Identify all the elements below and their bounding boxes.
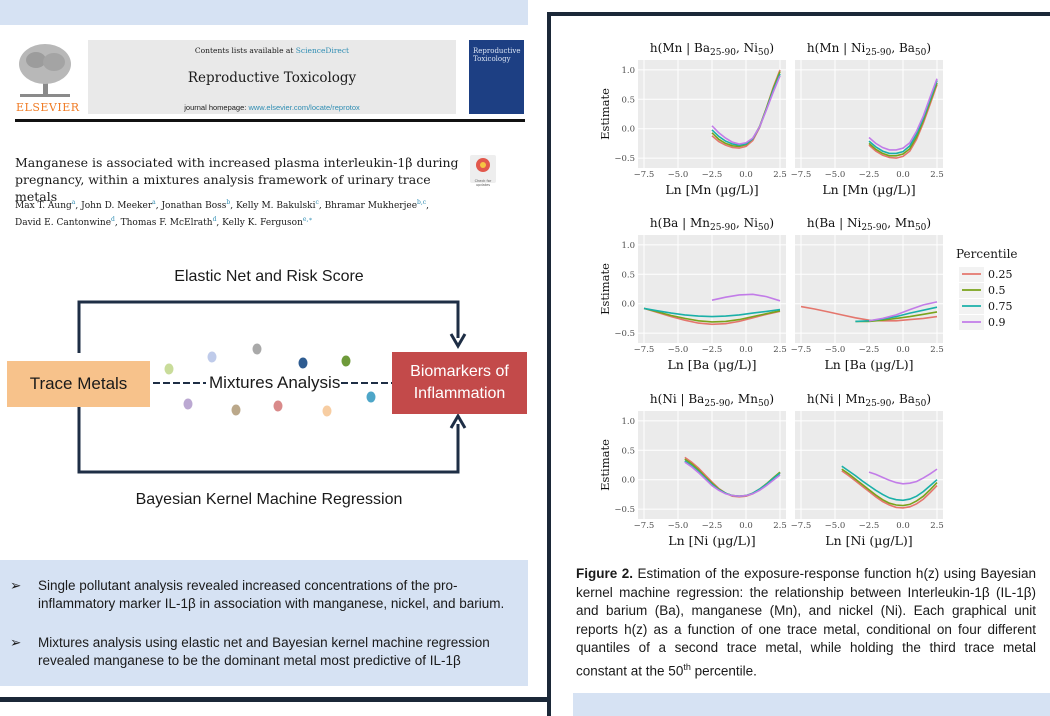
bkmr-chart bbox=[551, 16, 1050, 556]
mixture-dot bbox=[184, 399, 193, 410]
mixture-dot bbox=[253, 344, 262, 355]
x-tick-label: −5.0 bbox=[824, 521, 846, 531]
biomarkers-box bbox=[392, 352, 527, 414]
x-tick-label: −7.5 bbox=[790, 345, 812, 355]
chart-panel bbox=[791, 41, 944, 197]
chart-panel bbox=[614, 216, 786, 372]
figure-caption bbox=[576, 565, 1036, 681]
mixture-dot bbox=[165, 364, 174, 375]
y-tick-label: −0.5 bbox=[614, 329, 635, 340]
mixture-dot bbox=[367, 392, 376, 403]
paper-title: Manganese is associated with increased plasma interleukin-1β during pregnancy, within a mixtures analysis framework of urinary trace metals bbox=[15, 155, 459, 204]
journal-name: Reproductive Toxicology bbox=[187, 70, 357, 86]
x-axis-label: Ln [Ni (µg/L)] bbox=[668, 533, 756, 548]
author: Jonathan Boss$^b$, bbox=[161, 199, 236, 211]
x-tick-label: −2.5 bbox=[858, 521, 880, 531]
y-tick-label: 1.0 bbox=[621, 65, 635, 76]
x-tick-label: 2.5 bbox=[773, 345, 787, 355]
y-axis-label: Estimate bbox=[598, 263, 612, 315]
highlight-text: Mixtures analysis using elastic net and Bayesian kernel machine regression revealed manganese to be the dominant metal most predictive of IL-1β bbox=[38, 635, 490, 668]
x-axis-label: Ln [Ba (µg/L)] bbox=[667, 357, 757, 372]
panel-title: h(Ni | $Mn_{25-90}$, $Ba_{50}$) bbox=[806, 392, 932, 409]
x-tick-label: −5.0 bbox=[824, 345, 846, 355]
mixtures-analysis-label: Mixtures Analysis bbox=[209, 373, 341, 392]
x-tick-label: −5.0 bbox=[667, 170, 689, 180]
x-axis-label: Ln [Mn (µg/L)] bbox=[822, 182, 916, 197]
y-axis-label: Estimate bbox=[598, 88, 612, 140]
x-tick-label: −7.5 bbox=[633, 521, 655, 531]
diagram-bottom-label: Bayesian Kernel Machine Regression bbox=[135, 491, 403, 508]
highlights-box bbox=[0, 560, 528, 686]
mixture-dot bbox=[208, 352, 217, 363]
x-tick-label: 2.5 bbox=[773, 521, 787, 531]
homepage-prefix: journal homepage: bbox=[184, 103, 247, 112]
caption-sup: th bbox=[683, 661, 691, 672]
y-tick-label: −0.5 bbox=[614, 154, 635, 165]
chart-panel bbox=[791, 216, 944, 372]
homepage-link[interactable]: www.elsevier.com/locate/reprotox bbox=[248, 103, 360, 112]
y-tick-label: 1.0 bbox=[621, 240, 635, 251]
author: David E. Cantonwine$^d$, bbox=[15, 216, 121, 228]
diagram-top-label: Elastic Net and Risk Score bbox=[174, 268, 364, 285]
mixture-dot bbox=[274, 401, 283, 412]
author: Bhramar Mukherjee$^{b,c}$, bbox=[324, 199, 430, 211]
y-tick-label: 0.5 bbox=[621, 446, 635, 457]
author: Kelly M. Bakulski$^c$, bbox=[235, 199, 325, 211]
x-tick-label: 0.0 bbox=[739, 170, 753, 180]
x-axis-label: Ln [Ni (µg/L)] bbox=[825, 533, 913, 548]
x-tick-label: −2.5 bbox=[701, 170, 723, 180]
homepage-line bbox=[88, 103, 456, 112]
caption-label: Figure 2. bbox=[576, 566, 634, 581]
y-tick-label: 0.0 bbox=[621, 475, 635, 486]
chart-panel bbox=[791, 392, 944, 548]
y-tick-label: 0.0 bbox=[621, 299, 635, 310]
x-tick-label: −5.0 bbox=[667, 345, 689, 355]
publisher-logo bbox=[16, 42, 74, 100]
y-tick-label: 1.0 bbox=[621, 416, 635, 427]
panel-title: h(Mn | $Ni_{25-90}$, $Ba_{50}$) bbox=[806, 41, 932, 58]
y-tick-label: −0.5 bbox=[614, 505, 635, 516]
x-tick-label: 2.5 bbox=[930, 170, 944, 180]
x-tick-label: −7.5 bbox=[633, 170, 655, 180]
x-axis-label: Ln [Ba (µg/L)] bbox=[824, 357, 914, 372]
x-tick-label: −7.5 bbox=[790, 170, 812, 180]
legend-label: 0.25 bbox=[988, 268, 1013, 281]
x-tick-label: −7.5 bbox=[790, 521, 812, 531]
bullet-arrow-icon: ➢ bbox=[10, 635, 22, 650]
chart-panel bbox=[614, 392, 786, 548]
x-tick-label: −2.5 bbox=[858, 345, 880, 355]
x-tick-label: −5.0 bbox=[824, 170, 846, 180]
y-tick-label: 0.5 bbox=[621, 95, 635, 106]
check-updates-badge[interactable] bbox=[470, 155, 496, 187]
x-tick-label: −2.5 bbox=[701, 345, 723, 355]
highlight-item bbox=[10, 634, 524, 670]
contents-prefix: Contents lists available at bbox=[194, 46, 294, 55]
author: Thomas F. McElrath$^d$, bbox=[120, 216, 223, 228]
publisher-name: ELSEVIER bbox=[16, 101, 80, 114]
mixture-dot bbox=[299, 358, 308, 369]
check-updates-icon bbox=[470, 155, 496, 175]
contents-line bbox=[88, 46, 456, 55]
top-left-bar bbox=[0, 0, 528, 25]
author-list bbox=[15, 196, 465, 230]
x-tick-label: −2.5 bbox=[701, 521, 723, 531]
author: John D. Meeker$^a$, bbox=[81, 199, 162, 211]
x-tick-label: 0.0 bbox=[896, 170, 910, 180]
bottom-right-bar bbox=[573, 693, 1050, 716]
highlight-text: Single pollutant analysis revealed increased concentrations of the pro-inflammatory marker IL-1β in association with manganese, nickel, and barium. bbox=[38, 578, 505, 611]
legend-label: 0.5 bbox=[988, 284, 1006, 297]
y-tick-label: 0.5 bbox=[621, 270, 635, 281]
legend-label: 0.75 bbox=[988, 300, 1013, 313]
top-connector bbox=[79, 302, 458, 353]
highlight-item bbox=[10, 577, 524, 613]
trace-metals-box: Trace Metals bbox=[7, 361, 150, 407]
author: Max T. Aung$^a$, bbox=[15, 199, 82, 211]
biomarkers-label: Biomarkers of Inflammation bbox=[410, 363, 509, 402]
bottom-left-rule bbox=[0, 697, 551, 702]
header-rule bbox=[15, 119, 525, 122]
x-axis-label: Ln [Mn (µg/L)] bbox=[665, 182, 759, 197]
x-tick-label: 2.5 bbox=[930, 521, 944, 531]
x-tick-label: 2.5 bbox=[773, 170, 787, 180]
panel-title: h(Ba | $Ni_{25-90}$, $Mn_{50}$) bbox=[806, 216, 932, 233]
bullet-arrow-icon: ➢ bbox=[10, 578, 22, 593]
x-tick-label: 0.0 bbox=[739, 345, 753, 355]
y-axis-label: Estimate bbox=[598, 439, 612, 491]
cover-title: Reproductive Toxicology bbox=[473, 47, 521, 63]
x-tick-label: 2.5 bbox=[930, 345, 944, 355]
mixture-dot bbox=[232, 405, 241, 416]
check-updates-label: Check for updates bbox=[474, 179, 492, 187]
y-tick-label: 0.0 bbox=[621, 124, 635, 135]
x-tick-label: 0.0 bbox=[896, 345, 910, 355]
bottom-connector bbox=[79, 407, 458, 472]
chart-panel bbox=[614, 41, 786, 197]
panel-title: h(Ba | $Mn_{25-90}$, $Ni_{50}$) bbox=[649, 216, 775, 233]
x-tick-label: 0.0 bbox=[896, 521, 910, 531]
caption-text: Estimation of the exposure-response function h(z) using Bayesian kernel machine regression: the relationship between Interleukin-1β (IL-1β) and barium (Ba), manganese (Mn), and nickel (Ni). Each graphical unit reports h(z) as a function of one trace metal, conditional on four different quantiles of a second trace metal, while holding the third trace metal constant at the 50 bbox=[576, 566, 1036, 678]
panel-title: h(Ni | $Ba_{25-90}$, $Mn_{50}$) bbox=[649, 392, 775, 409]
x-tick-label: −2.5 bbox=[858, 170, 880, 180]
sciencedirect-link[interactable]: ScienceDirect bbox=[295, 46, 350, 55]
x-tick-label: −7.5 bbox=[633, 345, 655, 355]
x-tick-label: 0.0 bbox=[739, 521, 753, 531]
legend-title: Percentile bbox=[956, 247, 1018, 261]
mixture-dot bbox=[323, 406, 332, 417]
chart-legend bbox=[959, 267, 1013, 330]
mixture-dot bbox=[342, 356, 351, 367]
x-tick-label: −5.0 bbox=[667, 521, 689, 531]
legend-label: 0.9 bbox=[988, 316, 1006, 329]
caption-end: percentile. bbox=[690, 663, 757, 678]
author: Kelly K. Ferguson$^{e,∗}$ bbox=[222, 216, 313, 228]
panel-title: h(Mn | $Ba_{25-90}$, $Ni_{50}$) bbox=[649, 41, 775, 58]
